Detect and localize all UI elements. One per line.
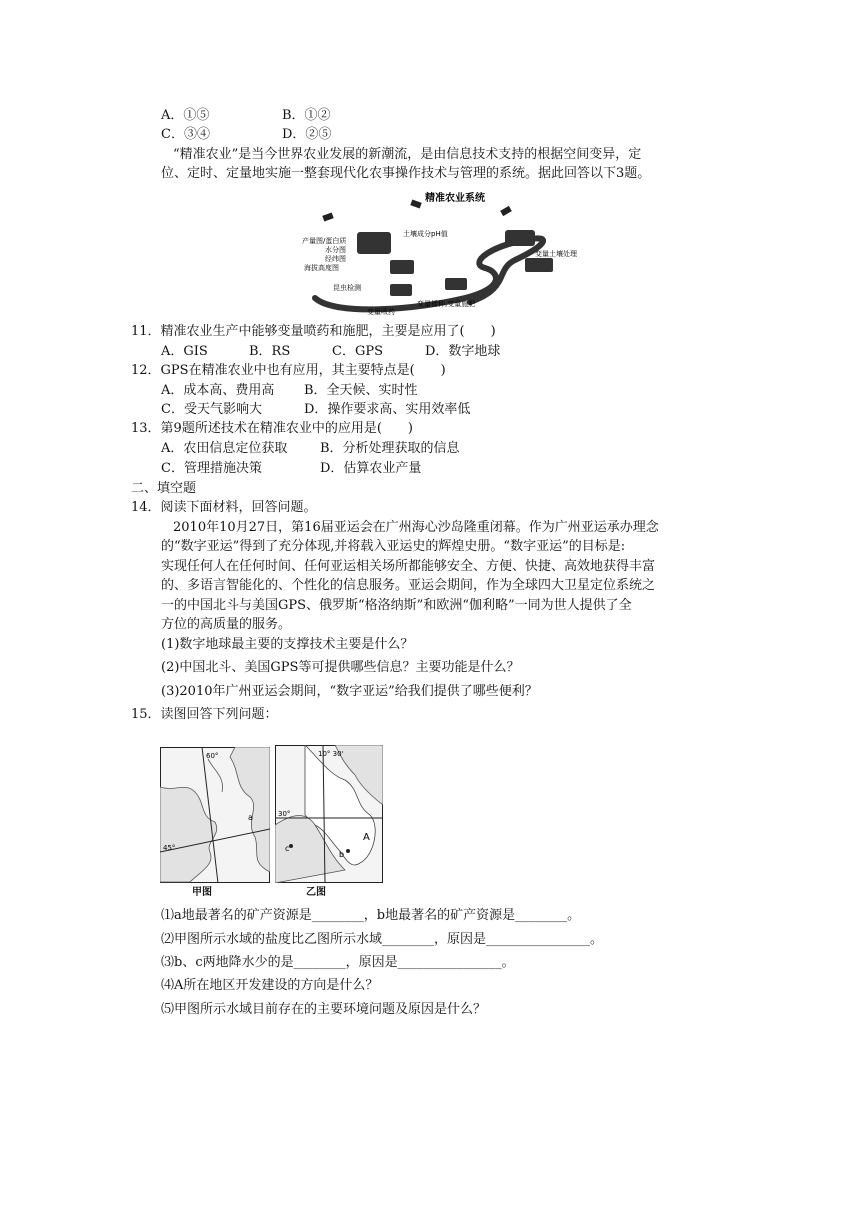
- map-yi-label: 乙图: [306, 887, 326, 898]
- option-a: A．①⑤: [161, 108, 210, 123]
- q13-option-c: C．管理措施决策: [161, 461, 262, 476]
- q12-option-b: B．全天候、实时性: [304, 383, 418, 398]
- q14-paragraph-line: 的、多语言智能化的、个性化的信息服务。亚运会期间，作为全球四大卫星定位系统之: [161, 578, 656, 593]
- intro-line-2: 位、定时、定量地实施一整套现代化农事操作技术与管理的系统。据此回答以下3题。: [161, 166, 651, 181]
- intro-line-1: “精准农业”是当今世界农业发展的新潮流，是由信息技术支持的根据空间变异，定: [173, 147, 642, 162]
- q15-sub-3: ⑶b、c两地降水少的是________，原因是________________。: [161, 955, 515, 970]
- label-variable-soil: 变量土壤处理: [535, 250, 577, 258]
- q12-option-d: D．操作要求高、实用效率低: [304, 402, 471, 417]
- label-latlon-map: 经纬图: [325, 255, 346, 263]
- q12-option-a: A．成本高、费用高: [161, 383, 275, 398]
- q12-stem: 12．GPS在精准农业中也有应用，其主要特点是( ): [131, 363, 446, 378]
- option-d: D．②⑤: [282, 127, 332, 142]
- map-jia: [160, 747, 270, 883]
- point-b-label: b: [339, 850, 345, 859]
- label-soil-ph: 土壤成分pH值: [403, 230, 448, 238]
- label-insect-detect: 昆虫检测: [333, 284, 361, 292]
- option-b: B．①②: [282, 108, 331, 123]
- lat-label: 30°: [278, 810, 291, 818]
- label-yield-map: 产量图/蛋白质: [302, 237, 347, 245]
- label-elevation-map: 海拔高度图: [304, 264, 339, 272]
- q11-option-c: C．GPS: [332, 344, 383, 359]
- q13-option-d: D．估算农业产量: [320, 461, 422, 476]
- label-variable-seeding: 变量播种,变量施肥: [417, 300, 476, 308]
- map-yi: [275, 745, 383, 883]
- q15-stem: 15．读图回答下列问题：: [131, 707, 278, 722]
- label-moisture-map: 水分图: [325, 246, 346, 254]
- q14-sub-3: (3)2010年广州亚运会期间，“数字亚运”给我们提供了哪些便利？: [161, 684, 538, 699]
- option-c: C．③④: [161, 127, 210, 142]
- precision-agriculture-figure: [295, 186, 615, 320]
- q14-paragraph-line: 方位的高质量的服务。: [161, 617, 292, 632]
- q13-option-a: A．农田信息定位获取: [161, 441, 288, 456]
- q14-paragraph-line: 2010年10月27日，第16届亚运会在广州海心沙岛隆重闭幕。作为广州亚运承办理念: [173, 520, 659, 535]
- q13-option-b: B．分析处理获取的信息: [320, 441, 460, 456]
- section-title: 二、填空题: [131, 481, 197, 496]
- region-a-label: A: [363, 832, 370, 843]
- q14-paragraph-line: 的“数字亚运”得到了充分体现,并将载入亚运史的辉煌史册。“数字亚运”的目标是:: [161, 539, 626, 554]
- q13-stem: 13．第9题所述技术在精准农业中的应用是( ): [131, 421, 413, 436]
- q11-option-a: A．GIS: [161, 344, 208, 359]
- q11-option-d: D．数字地球: [425, 344, 501, 359]
- q11-option-b: B．RS: [249, 344, 291, 359]
- label-variable-spray: 变量喷药: [367, 308, 395, 316]
- map-jia-label: 甲图: [192, 887, 212, 898]
- q14-paragraph-line: 实现任何人在任何时间、任何亚运相关场所都能够安全、方便、快捷、高效地获得丰富: [161, 559, 656, 574]
- farm-machine-icon: [357, 230, 553, 296]
- q15-sub-4: ⑷A所在地区开发建设的方向是什么？: [161, 978, 379, 993]
- lon-label: 10° 30': [318, 750, 344, 758]
- q14-sub-1: (1)数字地球最主要的支撑技术主要是什么？: [161, 637, 414, 652]
- q14-sub-2: (2)中国北斗、美国GPS等可提供哪些信息？主要功能是什么？: [161, 660, 520, 675]
- q15-sub-5: ⑸甲图所示水域目前存在的主要环境问题及原因是什么？: [161, 1002, 487, 1017]
- q14-paragraph-line: 一的中国北斗与美国GPS、俄罗斯“格洛纳斯”和欧洲“伽利略”一同为世人提供了全: [161, 598, 632, 613]
- q15-sub-2: ⑵甲图所示水域的盐度比乙图所示水域________，原因是________________。: [161, 932, 604, 947]
- figure-title: 精准农业系统: [425, 193, 485, 204]
- point-c-label: c: [285, 844, 290, 853]
- lat-label: 60°: [206, 752, 219, 760]
- point-a-label: a: [248, 813, 253, 822]
- q14-stem: 14．阅读下面材料，回答问题。: [131, 500, 317, 515]
- lat-label: 45°: [163, 844, 176, 852]
- q11-stem: 11．精准农业生产中能够变量喷药和施肥，主要是应用了( ): [131, 324, 496, 339]
- q15-sub-1: ⑴a地最著名的矿产资源是________，b地最著名的矿产资源是________。: [161, 908, 581, 923]
- q12-option-c: C．受天气影响大: [161, 402, 262, 417]
